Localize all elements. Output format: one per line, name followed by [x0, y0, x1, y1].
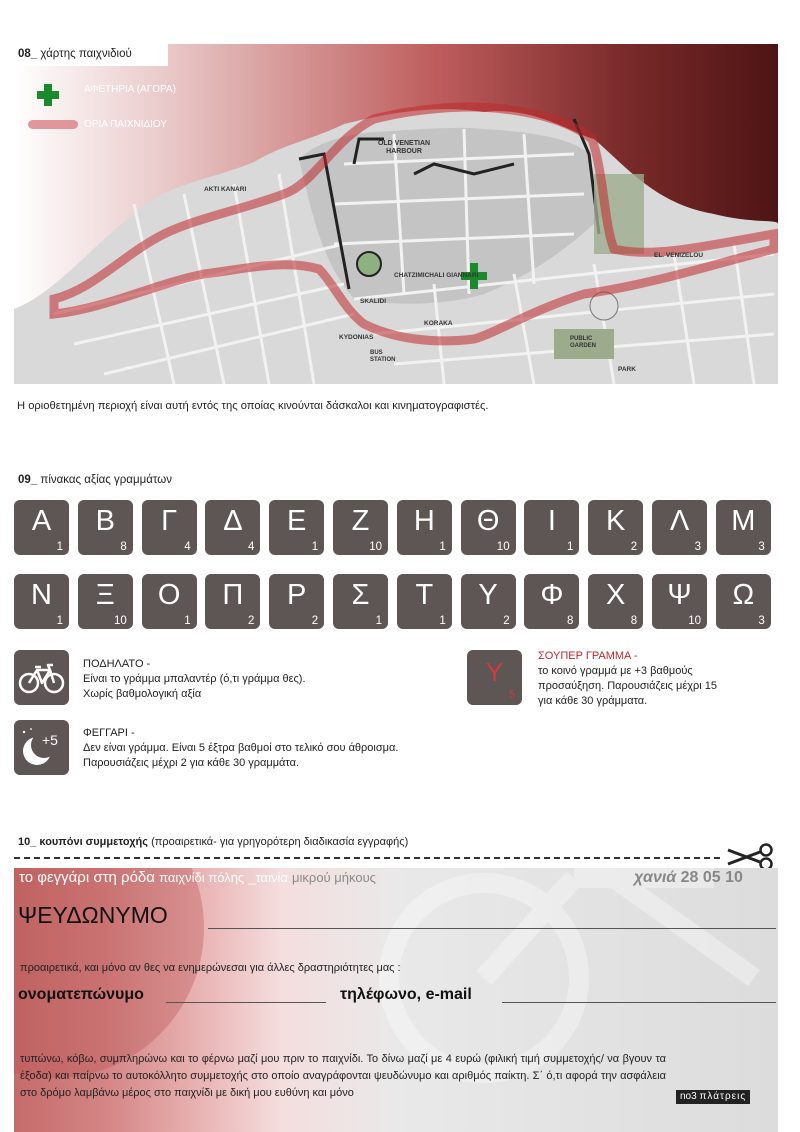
letter-glyph: Ο — [157, 579, 181, 611]
letter-glyph: Λ — [669, 505, 690, 537]
organizer-logo-mark: no3 — [680, 1091, 697, 1102]
nickname-field[interactable] — [208, 908, 776, 929]
letter-value: 10 — [688, 615, 701, 627]
super-letter-title: ΣΟΥΠΕΡ ΓΡΑΜΜΑ - — [538, 650, 638, 662]
letter-tile — [397, 574, 452, 629]
letter-glyph: Κ — [606, 505, 626, 537]
coupon-header-title: το φεγγάρι στη ρόδα — [19, 869, 155, 886]
organizer-logo-text: πλάτρεις — [699, 1091, 747, 1102]
letter-glyph: Μ — [731, 505, 756, 537]
coupon-header-mid: παιχνίδι πόλης — [159, 870, 245, 885]
nickname-label: ΨΕΥΔΩΝΥΜΟ — [18, 902, 168, 928]
coupon-header-date-block — [634, 869, 743, 887]
letter-value: 1 — [184, 615, 191, 627]
map-label-akti-kanari: AKTI KANARI — [204, 186, 247, 193]
letter-tile — [652, 574, 707, 629]
letter-glyph: Ν — [31, 579, 52, 611]
map-label-koraka: KORAKA — [424, 320, 453, 327]
coupon-date: 28 05 10 — [680, 869, 743, 886]
moon-description — [83, 726, 398, 771]
letter-tile — [78, 500, 133, 555]
letter-value: 2 — [311, 615, 319, 627]
letter-value: 2 — [503, 615, 510, 627]
letters-section-number: 09_ — [18, 474, 38, 486]
map-label-park: PARK — [618, 366, 636, 373]
letter-glyph: Ι — [547, 505, 556, 537]
letter-value: 1 — [375, 615, 382, 627]
letter-value: 1 — [566, 541, 574, 553]
letter-tile — [269, 574, 324, 629]
coupon-section-subtitle: (προαιρετικά- για γρηγορότερη διαδικασία εγγραφής) — [151, 836, 409, 848]
letter-tile — [142, 574, 197, 629]
letter-tile — [14, 574, 69, 629]
letter-value: 8 — [630, 615, 638, 627]
phone-label: τηλέφωνο, — [340, 986, 422, 1003]
super-letter-description — [538, 649, 717, 709]
coupon-header-film: _ταινία — [248, 870, 288, 885]
coupon-section-heading: κουπόνι συμμετοχής — [39, 836, 148, 848]
organizer-logo — [676, 1090, 750, 1104]
letter-glyph: Ξ — [95, 579, 115, 611]
moon-tile — [14, 720, 69, 775]
letter-glyph: Ε — [287, 505, 307, 537]
letter-glyph: Η — [413, 505, 435, 537]
letter-tile — [14, 500, 69, 555]
letter-glyph: Α — [31, 505, 52, 537]
letter-glyph: Θ — [476, 505, 500, 537]
super-letter-line-2: προσαύξηση. Παρουσιάζεις μέχρι 15 — [538, 680, 718, 692]
letter-value: 3 — [758, 541, 765, 553]
map-section-number: 08_ — [18, 48, 38, 60]
fullname-label: ονοματεπώνυμο — [18, 986, 144, 1003]
super-letter: Υ — [485, 657, 504, 687]
letter-value: 4 — [247, 541, 255, 553]
letter-glyph: Υ — [478, 579, 498, 611]
letter-glyph: Β — [95, 505, 115, 537]
letter-value: 10 — [369, 541, 382, 553]
bike-description — [83, 657, 306, 702]
city-map-graphic — [14, 44, 778, 384]
letter-value: 1 — [56, 541, 63, 553]
coupon-city: χανιά — [634, 869, 677, 886]
letter-tile — [205, 574, 260, 629]
coupon-header — [19, 869, 376, 886]
letter-tile — [524, 500, 579, 555]
coupon-body-text: τυπώνω, κόβω, συμπληρώνω και το φέρνω μαζί μου πριν το παιχνίδι. Το δίνω μαζί με 4 ευρώ (φιλική τιμή συμμετοχής/ να βγουν τα έξοδα) και παίρνω το αυτοκόλλητο συμμετοχής στο οποίο αναγράφονται ψευδώνυμο και αριθμός παίκτη. Σ΄ ό,τι αφορά την ασφάλεια στο δρόμο λαμβάνω μέρος στο παιχνίδι με δική μου ευθύνη και μόνο — [20, 1053, 666, 1099]
map-label-public-garden: PUBLIC GARDEN — [570, 336, 597, 349]
legend-start-label: ΑΦΕΤΗΡΙΑ (ΑΓΟΡΑ) — [84, 84, 176, 95]
letter-glyph: Φ — [540, 579, 564, 611]
map-section-title — [18, 48, 132, 60]
letter-tile — [269, 500, 324, 555]
letter-value: 1 — [56, 615, 63, 627]
legend-bounds-label: ΟΡΙΑ ΠΑΙΧΝΙΔΙΟΥ — [84, 119, 168, 130]
bicycle-icon — [14, 650, 69, 705]
optional-note: προαιρετικά, και μόνο αν θες να ενημερώνεσαι για άλλες δραστηριότητες μας : — [20, 962, 401, 974]
letter-value: 1 — [439, 541, 446, 553]
letter-tile — [78, 574, 133, 629]
letter-glyph: Ρ — [287, 579, 307, 611]
cut-line — [14, 857, 720, 859]
map-label-el-venizelou: EL. VENIZELOU — [654, 252, 704, 259]
letter-tile — [588, 500, 643, 555]
contact-field[interactable] — [502, 984, 776, 1003]
moon-line-2: Παρουσιάζεις μέχρι 2 για κάθε 30 γραμμάτα. — [83, 757, 299, 769]
letter-value: 8 — [120, 541, 127, 553]
letter-value: 10 — [496, 541, 510, 553]
map-section-heading: χάρτης παιχνιδιού — [40, 48, 132, 60]
letter-value: 2 — [630, 541, 638, 553]
super-letter-line-1: το κοινό γραμμά με +3 βαθμούς — [538, 665, 693, 677]
bike-tile — [14, 650, 69, 705]
letter-glyph: Ψ — [667, 579, 692, 611]
letter-glyph: Δ — [223, 505, 243, 537]
letter-tile — [716, 500, 771, 555]
super-letter-tile — [467, 650, 522, 705]
moon-title: ΦΕΓΓΑΡΙ - — [83, 727, 135, 739]
letter-glyph: Χ — [606, 579, 626, 611]
map-label-skalidi: SKALIDI — [360, 298, 386, 305]
coupon-card — [14, 868, 778, 1132]
letter-glyph: Γ — [161, 505, 178, 537]
bike-title: ΠΟΔΗΛΑΤΟ - — [83, 658, 151, 670]
letter-tile — [716, 574, 771, 629]
letter-value: 3 — [694, 541, 701, 553]
letter-value: 2 — [247, 615, 255, 627]
letter-value: 4 — [184, 541, 191, 553]
super-letter-line-3: για κάθε 30 γράμματα. — [538, 695, 648, 707]
legend-bounds-swatch — [28, 120, 78, 129]
coupon-section-number: 10_ — [18, 836, 37, 848]
letter-tile — [142, 500, 197, 555]
letter-tile — [652, 500, 707, 555]
super-letter-value: 5 — [508, 689, 515, 701]
letter-tile — [333, 574, 388, 629]
letter-tile — [397, 500, 452, 555]
coupon-header-short: μικρού μήκους — [292, 870, 376, 885]
letter-value: 3 — [758, 615, 765, 627]
map-caption: Η οριοθετημένη περιοχή είναι αυτή εντός της οποίας κινούνται δάσκαλοι και κινηματογραφιστές. — [17, 400, 489, 412]
letter-tile — [461, 500, 516, 555]
letter-tile — [588, 574, 643, 629]
letter-glyph: Τ — [415, 579, 434, 611]
letter-glyph: Π — [222, 579, 244, 611]
contact-labels — [340, 986, 472, 1004]
fullname-field[interactable] — [166, 984, 326, 1003]
letter-value: 1 — [311, 541, 319, 553]
game-map — [14, 44, 778, 384]
moon-line-1: Δεν είναι γράμμα. Είναι 5 έξτρα βαθμοί στο τελικό σου άθροισμα. — [83, 742, 399, 754]
letter-value: 10 — [114, 615, 127, 627]
bike-line-1: Είναι το γράμμα μπαλαντέρ (ό,τι γράμμα θες). — [83, 673, 306, 685]
letter-glyph: Ω — [732, 579, 755, 611]
letter-tile — [524, 574, 579, 629]
letter-value: 1 — [439, 615, 446, 627]
bike-line-2: Χωρίς βαθμολογική αξία — [83, 688, 202, 700]
letter-tile — [333, 500, 388, 555]
moon-badge: +5 — [42, 732, 58, 748]
map-label-kydonias: KYDONIAS — [339, 334, 374, 341]
map-label-bus-station: BUS STATION — [370, 350, 396, 363]
letter-value: 8 — [566, 615, 574, 627]
letter-tile — [461, 574, 516, 629]
letter-glyph: Σ — [351, 579, 370, 611]
letters-section-title — [18, 474, 172, 486]
coupon-section-title — [18, 836, 408, 848]
map-label-chatzimichali: CHATZIMICHALI GIANNARI — [394, 272, 479, 279]
letter-tile — [205, 500, 260, 555]
email-label: e-mail — [425, 986, 472, 1003]
letter-glyph: Ζ — [351, 505, 370, 537]
map-label-harbour: OLD VENETIAN HARBOUR — [377, 140, 431, 155]
letters-section-heading: πίνακας αξίας γραμμάτων — [40, 474, 172, 486]
